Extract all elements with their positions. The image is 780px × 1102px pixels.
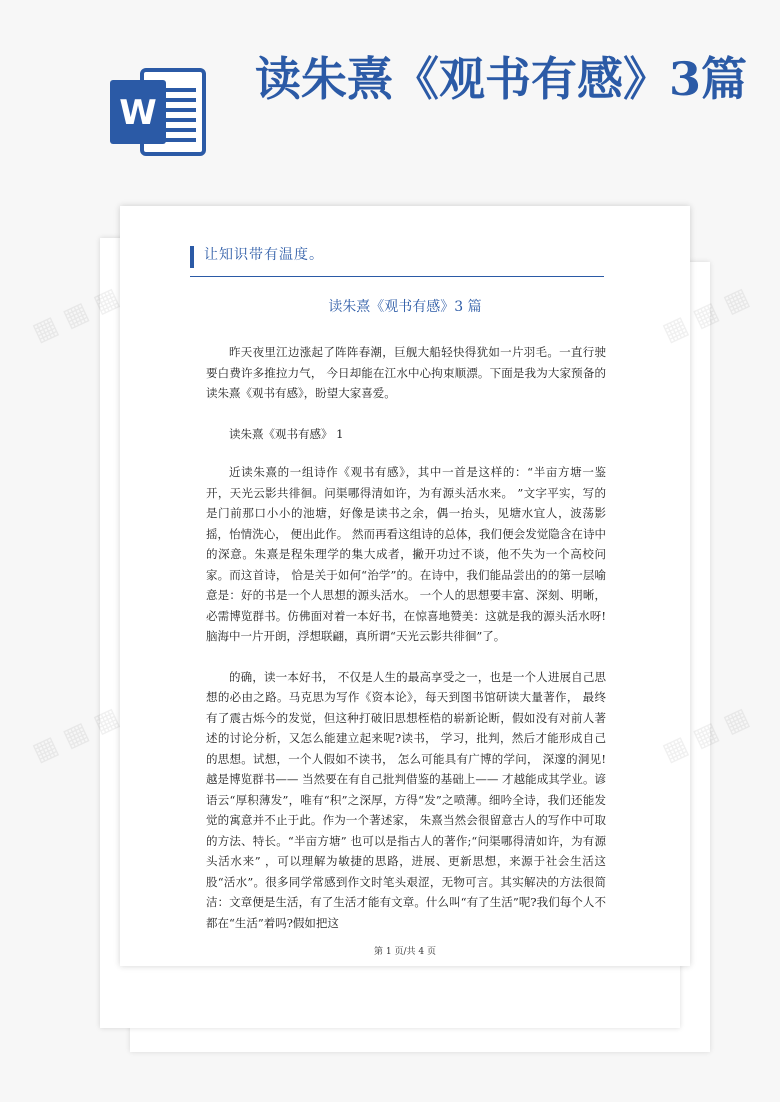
- document-page: [120, 206, 690, 966]
- document-body: [206, 342, 606, 953]
- word-icon: [108, 66, 208, 158]
- section-heading: 读朱熹《观书有感》 1: [229, 426, 344, 441]
- word-logo-letter: W: [119, 93, 157, 133]
- body-paragraph: 的确，读一本好书， 不仅是人生的最高享受之一，也是一个人进展自己思想的必由之路。马克思为写作《资本论》，每天到图书馆研读大量著作， 最终有了震古烁今的发觉，但这种打破旧思想桎梏的崭新论断，假如没有对前人著述的讨论分析，又怎么能建立起来呢?读书， 学习，批判，然后才能形成自己的思想。试想，一个人假如不读书， 怎么可能具有广博的学问， 深邃的洞见!越是博览群书—— 当然要在有自己批判借鉴的基础上—— 才越能成其学业。谚语云“厚积薄发”，唯有“积”之深厚，方得“发”之喷薄。细吟全诗，我们还能发觉的寓意并不止于此。作为一个著述家， 朱熹当然会很留意古人的写作中可取的方法、特长。“半亩方塘” 也可以是指古人的著作;“问渠哪得清如许，为有源头活水来” ，可以理解为敏捷的思路，进展、更新思想，来源于社会生活这股“活水”。很多同学常感到作文时笔头艰涩，无物可言。其实解决的方法很简洁：文章便是生活，有了生活才能有文章。什么叫“有了生活”呢?我们每个人不都在“生活”着吗?假如把这: [206, 669, 606, 930]
- header-tagline: 让知识带有温度。: [204, 247, 324, 263]
- watermark: ▦ ▦ ▦: [27, 282, 124, 348]
- header-accent-bar: [190, 246, 194, 268]
- watermark: ▦: [718, 702, 754, 740]
- intro-paragraph: 昨天夜里江边涨起了阵阵春潮，巨舰大船轻快得犹如一片羽毛。一直行驶要白费许多推拉力气， 今日却能在江水中心拘束顺漂。下面是我为大家预备的读朱熹《观书有感》，盼望大家喜爱。: [206, 345, 606, 400]
- header-divider: [190, 276, 604, 277]
- watermark: ▦: [718, 282, 754, 320]
- page-title: 读朱熹《观书有感》3篇: [255, 52, 748, 106]
- page-footer: 第 1 页/共 4 页: [374, 947, 436, 957]
- document-title: 读朱熹《观书有感》3 篇: [328, 299, 482, 315]
- body-paragraph: 近读朱熹的一组诗作《观书有感》，其中一首是这样的：“半亩方塘一鉴开，天光云影共徘徊。问渠哪得清如许，为有源头活水来。 ”文字平实，写的是门前那口小小的池塘，好像是读书之余，偶一抬头，见塘水宜人，波荡影摇，怡情洗心， 便出此作。 然而再看这组诗的总体，我们便会发觉隐含在诗中的深意。朱熹是程朱理学的集大成者，撇开功过不谈，他不失为一个高校问家。而这首诗， 恰是关于如何“治学”的。在诗中，我们能品尝出的的第一层喻意是：好的书是一个人思想的源头活水。 一个人的思想要丰富、深刻、明晰，必需博览群书。仿佛面对着一本好书，在惊喜地赞美：这就是我的源头活水呀!脑海中一片开朗，浮想联翩，真所谓“天光云影共徘徊”了。: [206, 465, 606, 643]
- watermark: ▦ ▦ ▦: [27, 702, 124, 768]
